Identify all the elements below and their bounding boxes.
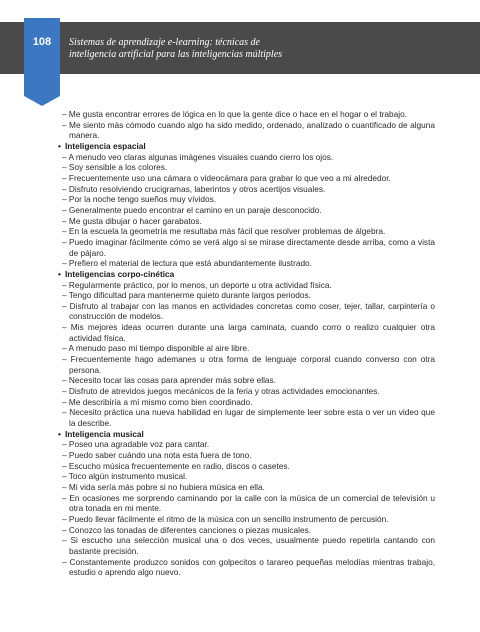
list-item: – Puedo llevar fácilmente el ritmo de la música con un sencillo instrumento de percusión. — [62, 513, 389, 524]
list-item: – Regularmente práctico, por lo menos, un deporte u otra actividad física. — [62, 279, 332, 290]
sections — [58, 141, 435, 578]
list-item: – Me describiría a mí mismo como bien coordinado. — [62, 396, 253, 407]
running-title-line-1: Sistemas de aprendizaje e-learning: técnicas de — [69, 37, 260, 48]
page-body — [58, 109, 435, 578]
lead-items — [58, 109, 435, 141]
list-item: – Si escucho una selección musical una o dos veces, usualmente puedo repetirla cantando con bastante precisión. — [62, 535, 435, 556]
section — [58, 141, 435, 269]
bullet-icon: • — [58, 268, 61, 279]
list-item: – Me gusta encontrar errores de lógica en lo que la gente dice o hace en el hogar o el trabajo. — [62, 109, 408, 119]
section-heading — [58, 269, 435, 280]
running-title — [69, 37, 329, 61]
list-item: – Soy sensible a los colores. — [62, 162, 168, 173]
running-title-line-2: inteligencia artificial para las inteligencias múltiples — [69, 49, 283, 60]
list-item: – Disfruto resolviendo crucigramas, laberintos y otros acertijos visuales. — [62, 183, 326, 194]
list-item: – Poseo una agradable voz para cantar. — [62, 439, 210, 450]
section-heading — [58, 429, 435, 440]
section-heading-text: Inteligencia espacial — [65, 140, 146, 151]
list-item: – Puedo saber cuándo una nota esta fuera de tono. — [62, 450, 252, 460]
list-item: – Por la noche tengo sueños muy vívidos. — [62, 194, 217, 205]
list-item: – Frecuentemente uso una cámara o videocámara para grabar lo que veo a mi alrededor. — [62, 172, 391, 183]
section — [58, 269, 435, 429]
list-item: – Disfruto de atrevidos juegos mecánicos de la feria y otras actividades emocionantes. — [62, 386, 380, 397]
list-item: – Frecuentemente hago ademanes u otra forma de lenguaje corporal cuando converso con otra persona. — [62, 354, 435, 375]
list-item: – Me siento más cómodo cuando algo ha sido medido, ordenado, analizado o cuantificado de alguna manera. — [62, 119, 435, 141]
list-item: – A menudo veo claras algunas imágenes visuales cuando cierro los ojos. — [62, 151, 334, 162]
list-item: – Necesito práctica una nueva habilidad en lugar de simplemente leer sobre esta o ver un video que la describe. — [62, 407, 435, 429]
list-item: – Constantemente produzco sonidos con golpecitos o tarareo pequeñas melodías mientras trabajo, estudio o aprendo algo nuevo. — [62, 556, 435, 578]
list-item: – Puedo imaginar fácilmente cómo se verá algo si se mirase directamente desde arriba, como a vista de pájaro. — [62, 236, 435, 258]
section — [58, 429, 435, 578]
section-heading — [58, 141, 435, 152]
list-item: – Generalmente puedo encontrar el camino en un paraje desconocido. — [62, 204, 322, 215]
list-item: – Prefiero el material de lectura que está abundantemente ilustrado. — [62, 258, 312, 269]
list-item: – Conozco las tonadas de diferentes canciones o piezas musicales. — [62, 524, 312, 535]
list-item: – A menudo paso mi tiempo disponible al aire libre. — [62, 343, 250, 354]
list-item: – Mis mejores ideas ocurren durante una larga caminata, cuando corro o realizo cualquier otra actividad física. — [62, 322, 435, 343]
list-item: – Tengo dificultad para mantenerme quieto durante largos periodos. — [62, 290, 311, 301]
list-item: – En la escuela la geometría me resultaba más fácil que resolver problemas de álgebra. — [62, 226, 386, 237]
list-item: – Necesito tocar las cosas para aprender más sobre ellas. — [62, 375, 276, 386]
page-number-tab — [24, 18, 60, 96]
list-item: – Disfruto al trabajar con las manos en actividades concretas como coser, tejer, tallar, carpintería o construcción de modelos. — [62, 300, 435, 322]
bullet-icon: • — [58, 428, 61, 439]
section-heading-text: Inteligencia musical — [65, 428, 144, 439]
page-number: 108 — [32, 36, 52, 48]
list-item: – Escucho música frecuentemente en radio, discos o casetes. — [62, 460, 290, 471]
bullet-icon: • — [58, 140, 61, 151]
section-heading-text: Inteligencias corpo-cinética — [65, 268, 175, 279]
list-item: – Toco algún instrumento musical. — [62, 471, 188, 482]
list-item: – Me gusta dibujar o hacer garabatos. — [62, 215, 202, 226]
list-item: – En ocasiones me sorprendo caminando por la calle con la música de un comercial de televisión u otra tonada en mi mente. — [62, 492, 435, 514]
list-item: – Mi vida sería más pobre si no hubiera música en ella. — [62, 481, 265, 492]
